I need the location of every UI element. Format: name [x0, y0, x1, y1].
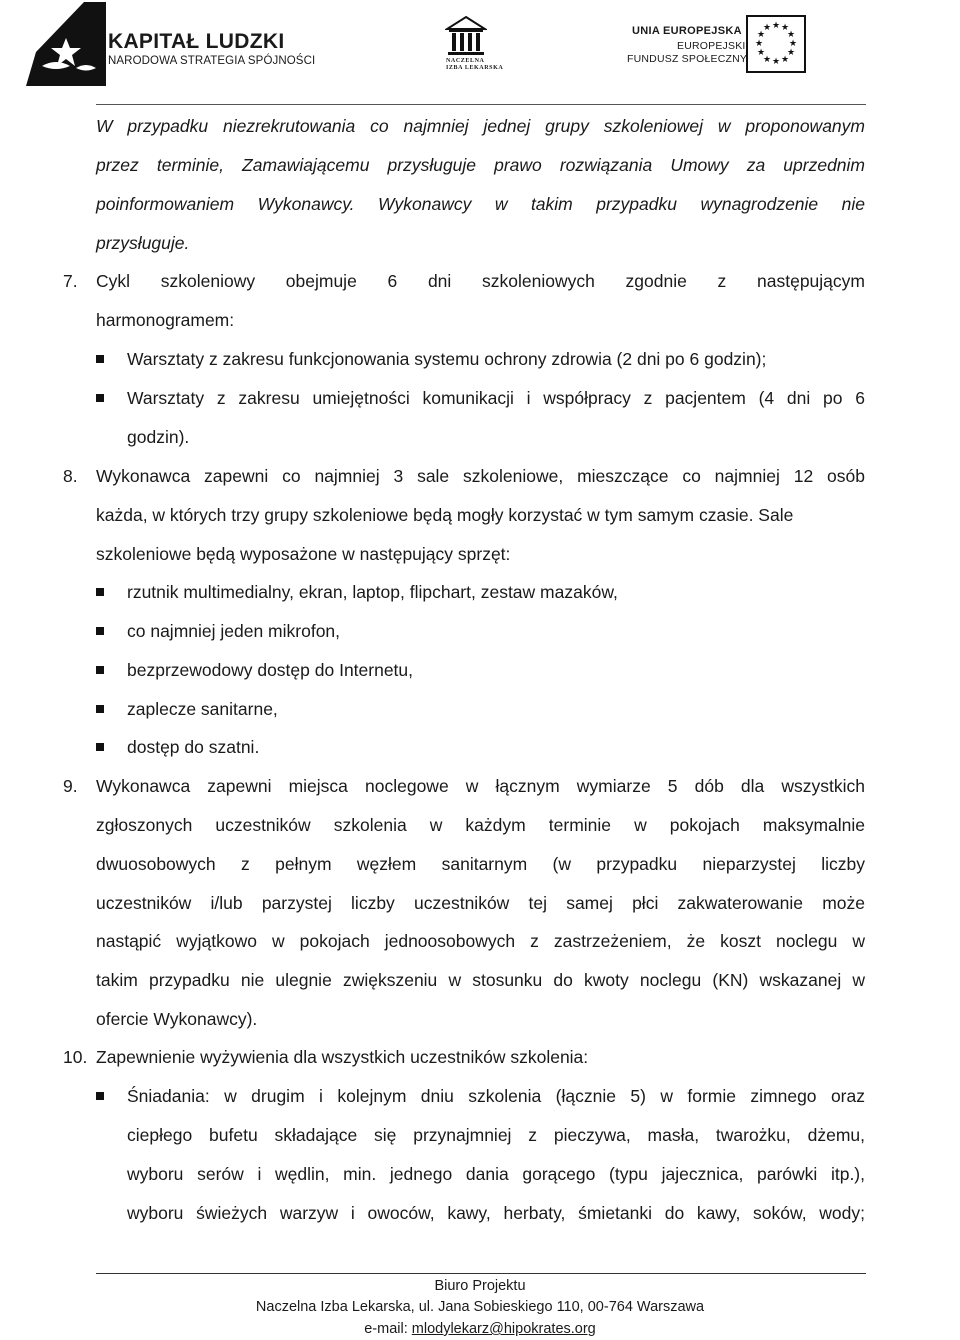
item-8-bullet-1: rzutnik multimedialny, ekran, laptop, flipchart, zestaw mazaków, — [127, 582, 618, 602]
svg-text:★: ★ — [786, 29, 796, 39]
item-8-line-2: każda, w których trzy grupy szkoleniowe będą mogły korzystać w tym samym czasie. Sale — [96, 505, 794, 525]
bullet-marker — [96, 588, 104, 596]
item-8-bullet-5: dostęp do szatni. — [127, 737, 260, 757]
nil-logo-text-1: NACZELNA — [446, 58, 485, 64]
item-9-line-3: dwuosobowych z pełnym węzłem sanitarnym (w przypadku nieparzystej liczby — [96, 854, 865, 874]
item-7-line-2: harmonogramem: — [96, 310, 235, 330]
kapital-ludzki-title: KAPITAŁ LUDZKI — [108, 30, 285, 53]
ue-subtitle-1: EUROPEJSKI — [677, 40, 746, 52]
page-header — [0, 0, 960, 100]
intro-line-4: przysługuje. — [96, 233, 190, 253]
item-9-line-5: nastąpić wyjątkowo w pokojach jednoosobowych z zastrzeżeniem, że koszt noclegu w — [96, 931, 865, 951]
bullet-marker — [96, 743, 104, 751]
naczelna-izba-lekarska-logo-icon — [445, 15, 487, 57]
svg-text:★: ★ — [780, 54, 790, 64]
item-8-line-3: szkoleniowe będą wyposażone w następujący sprzęt: — [96, 544, 511, 564]
item-7-number: 7. — [63, 271, 78, 291]
item-7-bullet-2-line-1: Warsztaty z zakresu umiejętności komunikacji i współpracy z pacjentem (4 dni po 6 — [127, 388, 865, 408]
item-9-number: 9. — [63, 776, 78, 796]
footer-email-label: e-mail: — [364, 1321, 412, 1337]
nil-logo-text-2: IZBA LEKARSKA — [446, 65, 504, 71]
item-10-bullet-line-3: wyboru serów i wędlin, min. jednego dania gorącego (typu jajecznica, parówki itp.), — [127, 1164, 865, 1184]
item-8-bullet-2: co najmniej jeden mikrofon, — [127, 621, 341, 641]
bullet-marker — [96, 627, 104, 635]
bullet-marker — [96, 394, 104, 402]
item-9-line-7: ofercie Wykonawcy). — [96, 1009, 258, 1029]
eu-flag-icon — [746, 15, 806, 73]
item-9-line-4: uczestników i/lub parzystej liczby uczestników tej samej płci zakwaterowanie może — [96, 893, 865, 913]
svg-text:★: ★ — [771, 56, 781, 66]
item-7-bullet-2-line-2: godzin). — [127, 427, 190, 447]
svg-text:★: ★ — [756, 47, 766, 57]
footer-office: Biuro Projektu — [434, 1278, 526, 1294]
item-8-bullet-3: bezprzewodowy dostęp do Internetu, — [127, 660, 414, 680]
item-7-bullet-1: Warsztaty z zakresu funkcjonowania systemu ochrony zdrowia (2 dni po 6 godzin); — [127, 349, 767, 369]
svg-text:★: ★ — [780, 22, 790, 32]
footer-divider — [96, 1273, 866, 1274]
item-10-bullet-line-2: ciepłego bufetu składające się przynajmniej z pieczywa, masła, twarożku, dżemu, — [127, 1125, 865, 1145]
item-8-number: 8. — [63, 466, 78, 486]
kapital-ludzki-subtitle: NARODOWA STRATEGIA SPÓJNOŚCI — [108, 55, 316, 67]
ue-title: UNIA EUROPEJSKA — [632, 25, 742, 37]
svg-text:★: ★ — [762, 22, 772, 32]
header-divider — [96, 104, 866, 105]
bullet-marker — [96, 355, 104, 363]
item-10-bullet-line-1: Śniadania: w drugim i kolejnym dniu szkolenia (łącznie 5) w formie zimnego oraz — [127, 1086, 865, 1106]
footer-email-link[interactable]: mlodylekarz@hipokrates.org — [411, 1321, 596, 1337]
intro-line-1: W przypadku niezrekrutowania co najmniej jednej grupy szkoleniowej w proponowanym — [96, 116, 865, 136]
item-8-line-1: Wykonawca zapewni co najmniej 3 sale szkoleniowe, mieszczące co najmniej 12 osób — [96, 466, 865, 486]
footer-address: Naczelna Izba Lekarska, ul. Jana Sobieskiego 110, 00-764 Warszawa — [255, 1299, 705, 1315]
item-9-line-2: zgłoszonych uczestników szkolenia w każdym terminie w pokojach maksymalnie — [96, 815, 865, 835]
item-8-bullet-4: zaplecze sanitarne, — [127, 699, 278, 719]
ue-subtitle-2: FUNDUSZ SPOŁECZNY — [627, 53, 748, 65]
svg-text:★: ★ — [786, 47, 796, 57]
item-9-line-6: takim przypadku nie ulegnie zwiększeniu w stosunku do kwoty noclegu (KN) wskazanej w — [96, 970, 865, 990]
footer-email-row — [0, 1319, 960, 1339]
item-7-line-1: Cykl szkoleniowy obejmuje 6 dni szkoleniowych zgodnie z następującym — [96, 271, 865, 291]
bullet-marker — [96, 666, 104, 674]
kapital-ludzki-logo-icon — [26, 2, 106, 86]
intro-line-2: przez terminie, Zamawiającemu przysługuje prawo rozwiązania Umowy za uprzednim — [96, 155, 865, 175]
svg-text:★: ★ — [762, 54, 772, 64]
bullet-marker — [96, 1092, 104, 1100]
svg-text:★: ★ — [754, 38, 764, 48]
item-10-number: 10. — [63, 1047, 88, 1067]
item-10-bullet-line-4: wyboru świeżych warzyw i owoców, kawy, herbaty, śmietanki do kawy, soków, wody; — [127, 1203, 865, 1223]
intro-line-3: poinformowaniem Wykonawcy. Wykonawcy w takim przypadku wynagrodzenie nie — [96, 194, 865, 214]
svg-text:★: ★ — [788, 38, 798, 48]
svg-text:★: ★ — [771, 20, 781, 30]
svg-text:★: ★ — [756, 29, 766, 39]
item-9-line-1: Wykonawca zapewni miejsca noclegowe w łącznym wymiarze 5 dób dla wszystkich — [96, 776, 865, 796]
bullet-marker — [96, 705, 104, 713]
item-10-line-1: Zapewnienie wyżywienia dla wszystkich uczestników szkolenia: — [96, 1047, 589, 1067]
